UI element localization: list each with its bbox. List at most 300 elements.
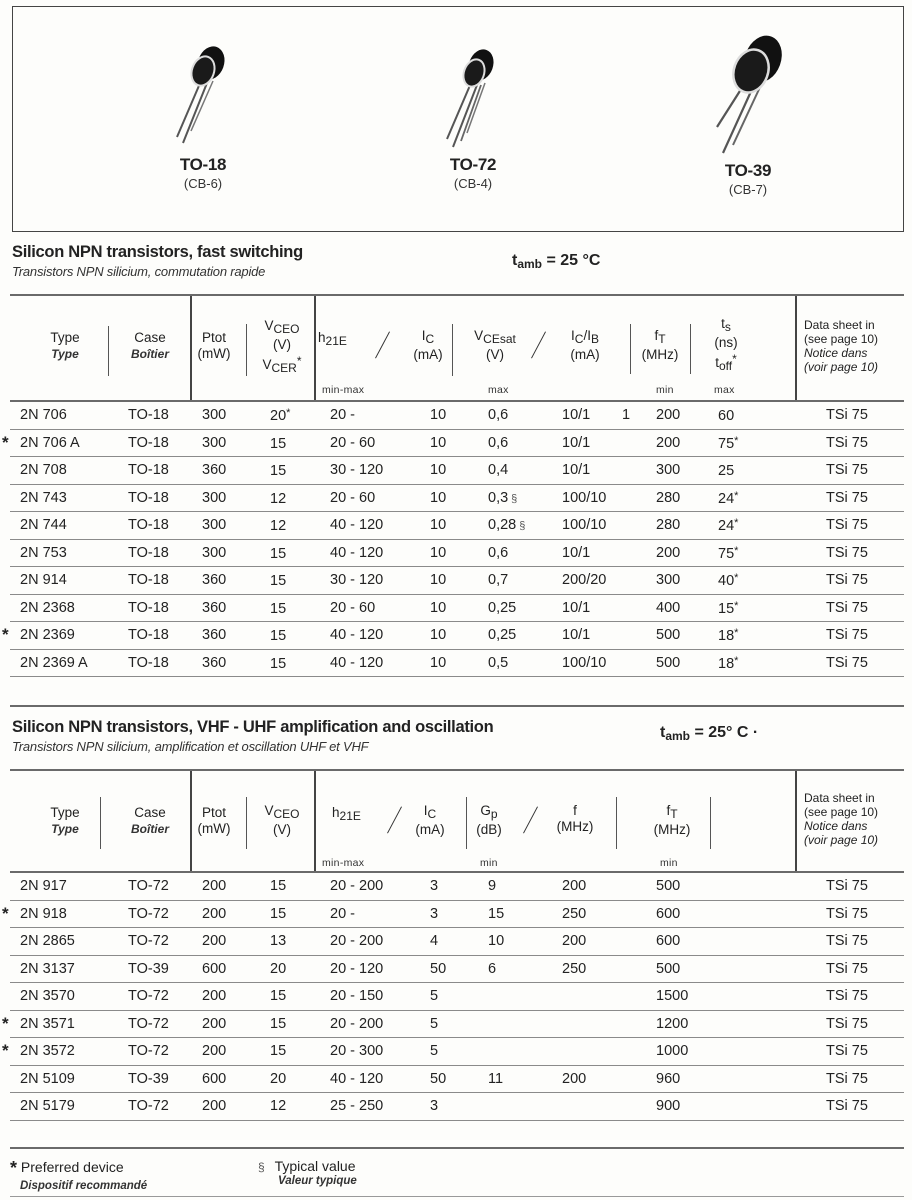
cell-ic: 10 xyxy=(430,434,447,451)
cell-f: 250 xyxy=(562,960,587,977)
table-row xyxy=(10,928,904,956)
cell-ptot: 360 xyxy=(202,654,227,671)
cell-ft: 280 xyxy=(656,489,681,506)
cell-ptot: 200 xyxy=(202,933,227,949)
cell-icib: 10/1 xyxy=(562,627,591,643)
header-gp: $G_p$ (dB) xyxy=(476,803,502,837)
cell-icib: 100/10 xyxy=(562,489,607,506)
cell-vceo: 15 xyxy=(270,463,287,479)
cell-type: 2N 3572 xyxy=(20,1043,75,1059)
cell-h21e: 40 - 120 xyxy=(330,544,384,561)
cell-ptot: 200 xyxy=(202,1015,227,1032)
cell-icib: 200/20 xyxy=(562,572,607,588)
cell-ptot: 300 xyxy=(202,544,227,561)
divider xyxy=(10,1196,904,1197)
cell-type: 2N 3137 xyxy=(20,960,75,977)
cell-case: TO-18 xyxy=(128,517,169,533)
cell-ic: 50 xyxy=(430,1070,447,1087)
table-row xyxy=(10,595,904,623)
cell-ds: TSi 75 xyxy=(826,434,868,451)
legend-preferred-label: Preferred device xyxy=(20,1159,124,1175)
divider xyxy=(10,705,904,707)
cell-vceo: 20* xyxy=(270,407,291,424)
package-to39 xyxy=(668,33,828,197)
cell-ds: TSi 75 xyxy=(826,599,868,616)
cell-case: TO-18 xyxy=(128,462,169,478)
section1-title: Silicon NPN transistors, fast switching xyxy=(12,243,303,261)
cell-vcesat: 0,28 § xyxy=(488,517,526,533)
cell-f: 200 xyxy=(562,933,587,949)
cell-case: TO-18 xyxy=(128,489,169,506)
table-row xyxy=(2,622,904,650)
section2-subtitle: Transistors NPN silicium, amplification et oscillation UHF et VHF xyxy=(12,739,369,754)
cell-ptot: 200 xyxy=(202,988,227,1004)
cell-gp: 10 xyxy=(488,933,505,949)
cell-ic: 10 xyxy=(430,627,447,643)
cell-ft: 900 xyxy=(656,1098,681,1114)
cell-ds: TSi 75 xyxy=(826,517,868,533)
header-icib: $I_C/I_B$ (mA) xyxy=(570,328,600,362)
cell-h21e: 20 - 60 xyxy=(330,434,376,451)
header-f: f (MHz) xyxy=(556,803,594,834)
cell-type: 2N 918 xyxy=(20,905,67,922)
cell-ptot: 200 xyxy=(202,1098,227,1114)
package-to18 xyxy=(123,41,283,191)
cell-ds: TSi 75 xyxy=(826,544,868,561)
cell-ft: 500 xyxy=(656,654,681,671)
cell-case: TO-18 xyxy=(128,654,169,671)
cell-ft: 200 xyxy=(656,544,681,561)
cell-h21e: 30 - 120 xyxy=(330,572,384,588)
cell-vceo: 15 xyxy=(270,435,287,452)
section1-subtitle: Transistors NPN silicium, commutation rapide xyxy=(12,264,266,279)
cell-type: 2N 2369 xyxy=(20,627,75,643)
table-header xyxy=(10,771,904,873)
legend-typical-fr: Valeur typique xyxy=(278,1175,357,1187)
tamb-symbol: t xyxy=(512,252,518,269)
header-ft: $f_T$ (MHz) xyxy=(641,328,679,362)
cell-vceo: 12 xyxy=(270,490,287,507)
cell-h21e: 20 - 200 xyxy=(330,878,384,894)
slash-divider xyxy=(523,806,538,833)
cell-type: 2N 5179 xyxy=(20,1098,75,1114)
cell-type: 2N 708 xyxy=(20,462,67,478)
cell-vcesat: 0,7 xyxy=(488,572,509,588)
cell-h21e: 40 - 120 xyxy=(330,1070,384,1087)
gp-note: min xyxy=(480,857,498,869)
cell-h21e: 40 - 120 xyxy=(330,627,384,643)
cell-type: 2N 5109 xyxy=(20,1070,75,1087)
cell-type: 2N 706 A xyxy=(20,434,80,451)
cell-type: 2N 3570 xyxy=(20,988,75,1004)
cell-ic: 10 xyxy=(430,489,447,506)
cell-h21e: 20 - 150 xyxy=(330,988,384,1004)
header-ic: $I_C$ (mA) xyxy=(415,803,445,837)
preferred-star-icon: * xyxy=(2,1041,9,1060)
cell-ptot: 360 xyxy=(202,462,227,478)
cell-ic: 10 xyxy=(430,544,447,561)
column-divider xyxy=(314,771,316,871)
cell-ptot: 600 xyxy=(202,960,227,977)
cell-type: 2N 2368 xyxy=(20,599,75,616)
cell-ptot: 600 xyxy=(202,1070,227,1087)
cell-ptot: 200 xyxy=(202,905,227,922)
cell-type: 2N 2369 A xyxy=(20,654,88,671)
package-name: TO-39 xyxy=(724,161,772,180)
cell-ic: 3 xyxy=(430,878,439,894)
table-row xyxy=(10,457,904,485)
preferred-star-icon: * xyxy=(10,1158,18,1178)
ft-note: min xyxy=(660,857,678,869)
column-divider xyxy=(100,797,101,849)
cell-ic: 3 xyxy=(430,1098,439,1114)
section-mark-icon: § xyxy=(258,1160,265,1174)
cell-type: 2N 914 xyxy=(20,572,67,588)
cell-h21e: 20 - 60 xyxy=(330,599,376,616)
header-ic: $I_C$ (mA) xyxy=(413,328,443,362)
cell-h21e: 20 - xyxy=(330,905,355,922)
cell-ptot: 300 xyxy=(202,434,227,451)
package-code: (CB-7) xyxy=(728,182,768,197)
cell-vcesat: 0,6 xyxy=(488,544,509,561)
table-header xyxy=(10,296,904,402)
table-row xyxy=(10,540,904,568)
h21e-note: min-max xyxy=(322,384,365,396)
header-ts-toff: $t_s$ (ns) $t_{off}^*$ xyxy=(714,316,738,373)
cell-vcesat: 0,6 xyxy=(488,434,509,451)
slash-divider xyxy=(531,331,546,358)
cell-case: TO-72 xyxy=(128,878,169,894)
cell-case: TO-72 xyxy=(128,933,169,949)
cell-ft: 600 xyxy=(656,933,681,949)
column-divider xyxy=(246,797,247,849)
column-divider xyxy=(795,771,797,871)
package-figure xyxy=(12,6,904,232)
cell-ft: 300 xyxy=(656,462,681,478)
cell-vcesat: 0,4 xyxy=(488,462,509,478)
cell-vceo: 15 xyxy=(270,1043,287,1059)
cell-ds: TSi 75 xyxy=(826,1015,868,1032)
cell-ds: TSi 75 xyxy=(826,933,868,949)
cell-vceo: 15 xyxy=(270,1015,287,1032)
column-divider xyxy=(690,324,691,374)
cell-ft: 1000 xyxy=(656,1043,689,1059)
cell-vceo: 15 xyxy=(270,628,287,644)
legend-typical-label: Typical value xyxy=(274,1158,356,1174)
cell-ft: 500 xyxy=(656,960,681,977)
cell-vceo: 15 xyxy=(270,988,287,1004)
cell-ic: 10 xyxy=(430,572,447,588)
cell-h21e: 25 - 250 xyxy=(330,1098,384,1114)
cell-ts: 75* xyxy=(718,544,739,562)
cell-ft: 500 xyxy=(656,878,681,894)
cell-vcesat: 0,25 xyxy=(488,599,517,616)
ts-note: max xyxy=(714,384,735,396)
tamb-subscript: amb xyxy=(665,729,691,743)
cell-vceo: 15 xyxy=(270,545,287,562)
cell-vcesat: 0,25 xyxy=(488,627,517,643)
cell-ic: 50 xyxy=(430,960,447,977)
cell-vcesat: 0,6 xyxy=(488,407,509,423)
tamb-subscript: amb xyxy=(517,257,543,271)
cell-ts: 15* xyxy=(718,599,739,617)
h21e-note: min-max xyxy=(322,857,365,869)
cell-ts: 40* xyxy=(718,572,739,589)
cell-vcesat: 0,5 xyxy=(488,654,509,671)
cell-vceo: 20 xyxy=(270,1070,287,1087)
fast-switching-table xyxy=(2,296,904,677)
header-ft: $f_T$ (MHz) xyxy=(653,803,691,837)
ft-note: min xyxy=(656,384,674,396)
cell-h21e: 20 - 200 xyxy=(330,1015,384,1032)
cell-f: 250 xyxy=(562,905,587,922)
cell-ic: 10 xyxy=(430,599,447,616)
legend-typical xyxy=(258,1158,357,1187)
cell-ds: TSi 75 xyxy=(826,654,868,671)
preferred-star-icon: * xyxy=(2,432,9,452)
cell-icib: 100/10 xyxy=(562,517,607,533)
cell-ds: TSi 75 xyxy=(826,1098,868,1114)
table-row xyxy=(2,1011,904,1039)
cell-ts: 18* xyxy=(718,654,739,672)
package-name: TO-18 xyxy=(179,155,227,174)
table-row xyxy=(10,567,904,595)
header-ptot: Ptot (mW) xyxy=(197,805,231,836)
cell-ic: 10 xyxy=(430,462,447,478)
cell-h21e: 20 - 200 xyxy=(330,933,384,949)
cell-ft: 600 xyxy=(656,905,681,922)
tamb-value: = 25° C · xyxy=(690,724,759,741)
column-divider xyxy=(108,326,109,376)
cell-case: TO-72 xyxy=(128,1015,169,1032)
cell-ptot: 300 xyxy=(202,517,227,533)
slash-divider xyxy=(387,806,402,833)
cell-ft: 1200 xyxy=(656,1015,689,1032)
cell-icib: 10/1 xyxy=(562,462,591,478)
cell-case: TO-72 xyxy=(128,905,169,922)
cell-ds: TSi 75 xyxy=(826,878,868,894)
cell-case: TO-39 xyxy=(128,960,169,977)
cell-gp: 11 xyxy=(488,1070,504,1087)
cell-case: TO-18 xyxy=(128,572,169,588)
cell-vceo: 15 xyxy=(270,573,287,589)
tamb-symbol: t xyxy=(660,724,666,741)
cell-ic: 3 xyxy=(430,905,439,922)
cell-h21e: 20 - 120 xyxy=(330,960,384,977)
legend-preferred xyxy=(10,1158,147,1192)
section1-ambient-temp xyxy=(512,252,600,271)
cell-vceo: 12 xyxy=(270,1098,287,1114)
cell-case: TO-18 xyxy=(128,627,169,643)
legend-preferred-fr: Dispositif recommandé xyxy=(20,1180,148,1192)
slash-divider xyxy=(375,331,390,358)
section2-ambient-temp xyxy=(660,724,758,743)
cell-type: 2N 917 xyxy=(20,878,67,894)
cell-ds: TSi 75 xyxy=(826,960,868,977)
header-vceo: $V_{CEO}$ (V) xyxy=(264,803,300,837)
cell-ds: TSi 75 xyxy=(826,627,868,643)
tamb-value: = 25 °C xyxy=(542,252,601,269)
table-row xyxy=(10,1066,904,1094)
table-body xyxy=(2,402,904,677)
package-name: TO-72 xyxy=(449,155,497,174)
cell-vceo: 15 xyxy=(270,905,287,922)
cell-h21e: 30 - 120 xyxy=(330,462,384,478)
cell-ds: TSi 75 xyxy=(826,572,868,588)
section2-header xyxy=(12,718,904,754)
cell-ts: 24* xyxy=(718,489,739,507)
column-divider xyxy=(190,296,192,400)
table-body xyxy=(2,873,904,1121)
cell-case: TO-72 xyxy=(128,1098,169,1114)
table-row xyxy=(10,1093,904,1121)
cell-vceo: 12 xyxy=(270,518,287,534)
cell-ds: TSi 75 xyxy=(826,489,868,506)
cell-ds: TSi 75 xyxy=(826,407,868,423)
column-divider xyxy=(314,296,316,400)
cell-ic: 10 xyxy=(430,407,447,423)
cell-h21e: 20 - 60 xyxy=(330,489,376,506)
cell-ft: 960 xyxy=(656,1070,681,1087)
cell-gp: 6 xyxy=(488,960,497,977)
cell-ds: TSi 75 xyxy=(826,988,868,1004)
cell-vceo: 20 xyxy=(270,960,287,977)
cell-vcesat: 0,3 § xyxy=(488,489,518,506)
cell-h21e: 40 - 120 xyxy=(330,517,384,533)
cell-f: 200 xyxy=(562,1070,587,1087)
preferred-star-icon: * xyxy=(2,903,9,923)
cell-ts: 18* xyxy=(718,627,739,644)
cell-ts: 60 xyxy=(718,408,735,424)
column-divider xyxy=(190,771,192,871)
cell-case: TO-18 xyxy=(128,544,169,561)
cell-ts: 75* xyxy=(718,434,739,452)
header-vceo: $V_{CEO}$ (V) $V_{CER}^*$ xyxy=(262,318,302,375)
header-datasheet: Data sheet in (see page 10) Notice dans (voir page 10) xyxy=(804,318,879,374)
header-case: Case Boîtier xyxy=(130,330,169,361)
column-divider xyxy=(616,797,617,849)
cell-case: TO-18 xyxy=(128,407,169,423)
cell-type: 2N 744 xyxy=(20,517,67,533)
section1-header xyxy=(12,243,904,279)
table-row xyxy=(10,650,904,678)
cell-icib: 10/1 xyxy=(562,599,591,616)
cell-ft: 200 xyxy=(656,407,681,423)
cell-case: TO-18 xyxy=(128,434,169,451)
cell-ft: 500 xyxy=(656,627,681,643)
cell-ft: 1500 xyxy=(656,988,689,1004)
transistor-to72-icon xyxy=(433,47,513,151)
cell-case: TO-72 xyxy=(128,1043,169,1059)
column-divider xyxy=(452,324,453,376)
table-row xyxy=(10,873,904,901)
cell-type: 2N 743 xyxy=(20,489,67,506)
package-code: (CB-4) xyxy=(453,176,493,191)
cell-ptot: 300 xyxy=(202,489,227,506)
cell-case: TO-39 xyxy=(128,1070,169,1087)
cell-ts: 25 xyxy=(718,463,735,479)
transistor-to39-icon xyxy=(703,33,793,157)
cell-type: 2N 2865 xyxy=(20,933,75,949)
cell-ft: 200 xyxy=(656,434,681,451)
cell-ic: 10 xyxy=(430,654,447,671)
column-divider xyxy=(795,296,797,400)
cell-h21e: 40 - 120 xyxy=(330,654,384,671)
cell-ts: 24* xyxy=(718,517,739,534)
table-row xyxy=(10,485,904,513)
cell-case: TO-72 xyxy=(128,988,169,1004)
cell-icib: 100/10 xyxy=(562,654,607,671)
cell-ptot: 360 xyxy=(202,599,227,616)
table-row xyxy=(10,983,904,1011)
cell-ft: 400 xyxy=(656,599,681,616)
table-row xyxy=(2,901,904,929)
preferred-star-icon: * xyxy=(2,1013,9,1033)
column-divider xyxy=(710,797,711,849)
preferred-star-icon: * xyxy=(2,625,9,644)
cell-gp: 9 xyxy=(488,878,497,894)
table-row xyxy=(10,512,904,540)
cell-ic: 4 xyxy=(430,933,439,949)
cell-ptot: 300 xyxy=(202,407,227,423)
cell-ic: 5 xyxy=(430,1043,439,1059)
cell-vceo: 13 xyxy=(270,933,287,949)
package-to72 xyxy=(393,47,553,191)
cell-ds: TSi 75 xyxy=(826,1043,868,1059)
table-row xyxy=(10,402,904,430)
cell-ds: TSi 75 xyxy=(826,1070,868,1087)
cell-icib: 10/1 xyxy=(562,407,591,423)
cell-vceo: 15 xyxy=(270,655,287,672)
cell-ic: 5 xyxy=(430,988,439,1004)
vcesat-note: max xyxy=(488,384,509,396)
header-h21e: $h_{21E}$ xyxy=(332,805,361,823)
cell-f: 200 xyxy=(562,878,587,894)
cell-ptot: 200 xyxy=(202,1043,227,1059)
cell-gp: 15 xyxy=(488,905,505,922)
header-datasheet: Data sheet in (see page 10) Notice dans (voir page 10) xyxy=(804,791,879,847)
cell-icib: 10/1 xyxy=(562,434,591,451)
cell-extra: 1 xyxy=(622,407,631,423)
cell-ptot: 200 xyxy=(202,878,227,894)
divider xyxy=(10,1147,904,1149)
column-divider xyxy=(466,797,467,849)
table-row xyxy=(2,430,904,458)
header-type: Type Type xyxy=(50,330,80,361)
cell-type: 2N 706 xyxy=(20,407,67,423)
section2-title: Silicon NPN transistors, VHF - UHF amplification and oscillation xyxy=(12,718,494,736)
header-h21e: $h_{21E}$ xyxy=(318,330,347,348)
cell-ft: 280 xyxy=(656,517,681,533)
cell-type: 2N 3571 xyxy=(20,1015,75,1032)
cell-vceo: 15 xyxy=(270,878,287,894)
header-case: Case Boîtier xyxy=(130,805,169,836)
column-divider xyxy=(246,324,247,376)
cell-case: TO-18 xyxy=(128,599,169,616)
cell-vceo: 15 xyxy=(270,600,287,617)
header-type: Type Type xyxy=(50,805,80,836)
cell-ft: 300 xyxy=(656,572,681,588)
vhf-uhf-table xyxy=(2,771,904,1121)
cell-ic: 10 xyxy=(430,517,447,533)
table-row xyxy=(2,1038,904,1066)
cell-type: 2N 753 xyxy=(20,544,67,561)
header-ptot: Ptot (mW) xyxy=(197,330,231,361)
cell-icib: 10/1 xyxy=(562,544,591,561)
cell-ds: TSi 75 xyxy=(826,905,868,922)
cell-h21e: 20 - 300 xyxy=(330,1043,384,1059)
column-divider xyxy=(630,324,631,374)
